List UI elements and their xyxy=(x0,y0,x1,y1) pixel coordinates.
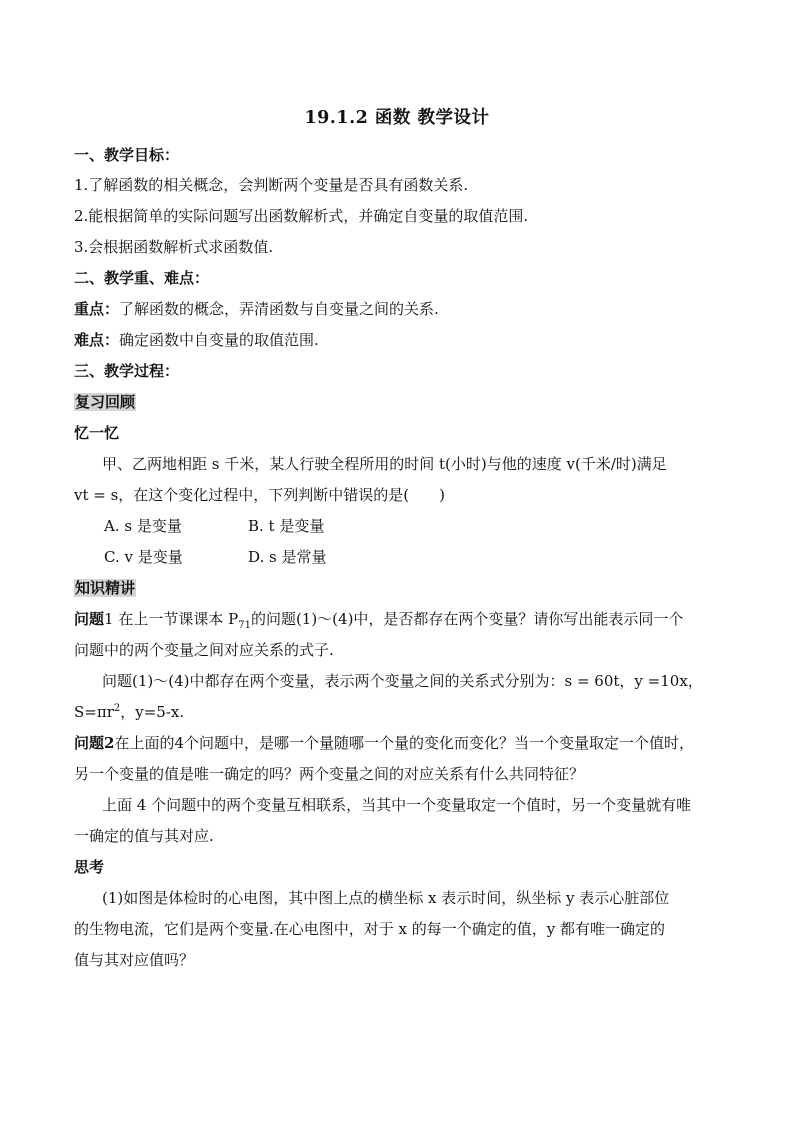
objective-item-1: 1.了解函数的相关概念，会判断两个变量是否具有函数关系. xyxy=(74,176,469,194)
key-point-label: 重点： xyxy=(74,300,120,318)
answer-1-line-1: 问题(1)～(4)中都存在两个变量，表示两个变量之间的关系式分别为：s = 60t，y =10x， xyxy=(102,672,703,690)
option-d: D. s 是常量 xyxy=(248,548,327,566)
difficulty-line xyxy=(74,329,734,351)
review-tag: 复习回顾 xyxy=(75,393,136,411)
knowledge-tag: 知识精讲 xyxy=(75,579,136,597)
answer-2-line-1: 上面 4 个问题中的两个变量互相联系，当其中一个变量取定一个值时，另一个变量就有唯 xyxy=(102,796,692,814)
section-heading-keypoints: 二、教学重、难点： xyxy=(74,269,210,287)
key-point-line xyxy=(74,298,734,320)
knowledge-tag-line xyxy=(74,577,734,599)
recall-question-line-1: 甲、乙两地相距 s 千米，某人行驶全程所用的时间 t(小时)与他的速度 v(千米/时)满足 xyxy=(102,455,667,473)
key-point-text: 了解函数的概念，弄清函数与自变量之间的关系. xyxy=(119,300,439,318)
question-2-line-1 xyxy=(74,732,734,754)
question-2-label: 问题2 xyxy=(74,734,115,752)
answer-1-formula-a: S=πr xyxy=(74,703,114,721)
difficulty-label: 难点： xyxy=(74,331,120,349)
question-1-label: 问题 xyxy=(74,610,105,628)
think-line-1: (1)如图是体检时的心电图，其中图上点的横坐标 x 表示时间，纵坐标 y 表示心脏部位 xyxy=(102,889,670,907)
answer-1-formula-b: ，y=5-x. xyxy=(120,703,185,721)
question-1-text-a: 在上一节课课本 P xyxy=(113,610,239,628)
option-b: B. t 是变量 xyxy=(248,517,325,535)
question-2-line-2: 另一个变量的值是唯一确定的吗？两个变量之间的对应关系有什么共同特征？ xyxy=(74,765,585,783)
document-title: 19.1.2 函数 教学设计 xyxy=(304,108,490,128)
review-tag-line xyxy=(74,391,734,413)
question-1-number: 1 xyxy=(104,610,114,628)
objective-item-2: 2.能根据简单的实际问题写出函数解析式，并确定自变量的取值范围. xyxy=(74,207,529,225)
question-1-text-b: 的问题(1)～(4)中，是否都存在两个变量？请你写出能表示同一个 xyxy=(250,610,684,628)
recall-heading: 忆一忆 xyxy=(74,424,120,442)
think-line-3: 值与其对应值吗？ xyxy=(74,951,195,969)
section-heading-objectives: 一、教学目标： xyxy=(74,146,180,164)
answer-2-line-2: 一确定的值与其对应. xyxy=(74,827,214,845)
think-line-2: 的生物电流，它们是两个变量.在心电图中，对于 x 的每一个确定的值，y 都有唯一确定的 xyxy=(74,920,666,938)
question-1-line-2: 问题中的两个变量之间对应关系的式子. xyxy=(74,641,334,659)
objective-item-3: 3.会根据函数解析式求函数值. xyxy=(74,238,274,256)
question-2-text: 在上面的4个问题中，是哪一个量随哪一个量的变化而变化？当一个变量取定一个值时， xyxy=(114,734,694,752)
square-superscript: 2 xyxy=(113,703,121,714)
option-c: C. v 是变量 xyxy=(104,548,183,566)
option-a: A. s 是变量 xyxy=(104,517,182,535)
difficulty-text: 确定函数中自变量的取值范围. xyxy=(119,331,319,349)
question-1-line-1 xyxy=(74,608,734,630)
section-heading-process: 三、教学过程： xyxy=(74,362,180,380)
think-heading: 思考 xyxy=(74,858,105,876)
page-subscript: 71 xyxy=(238,620,251,631)
recall-question-line-2: vt = s，在这个变化过程中，下列判断中错误的是( ) xyxy=(74,486,446,504)
answer-1-line-2 xyxy=(74,701,734,723)
